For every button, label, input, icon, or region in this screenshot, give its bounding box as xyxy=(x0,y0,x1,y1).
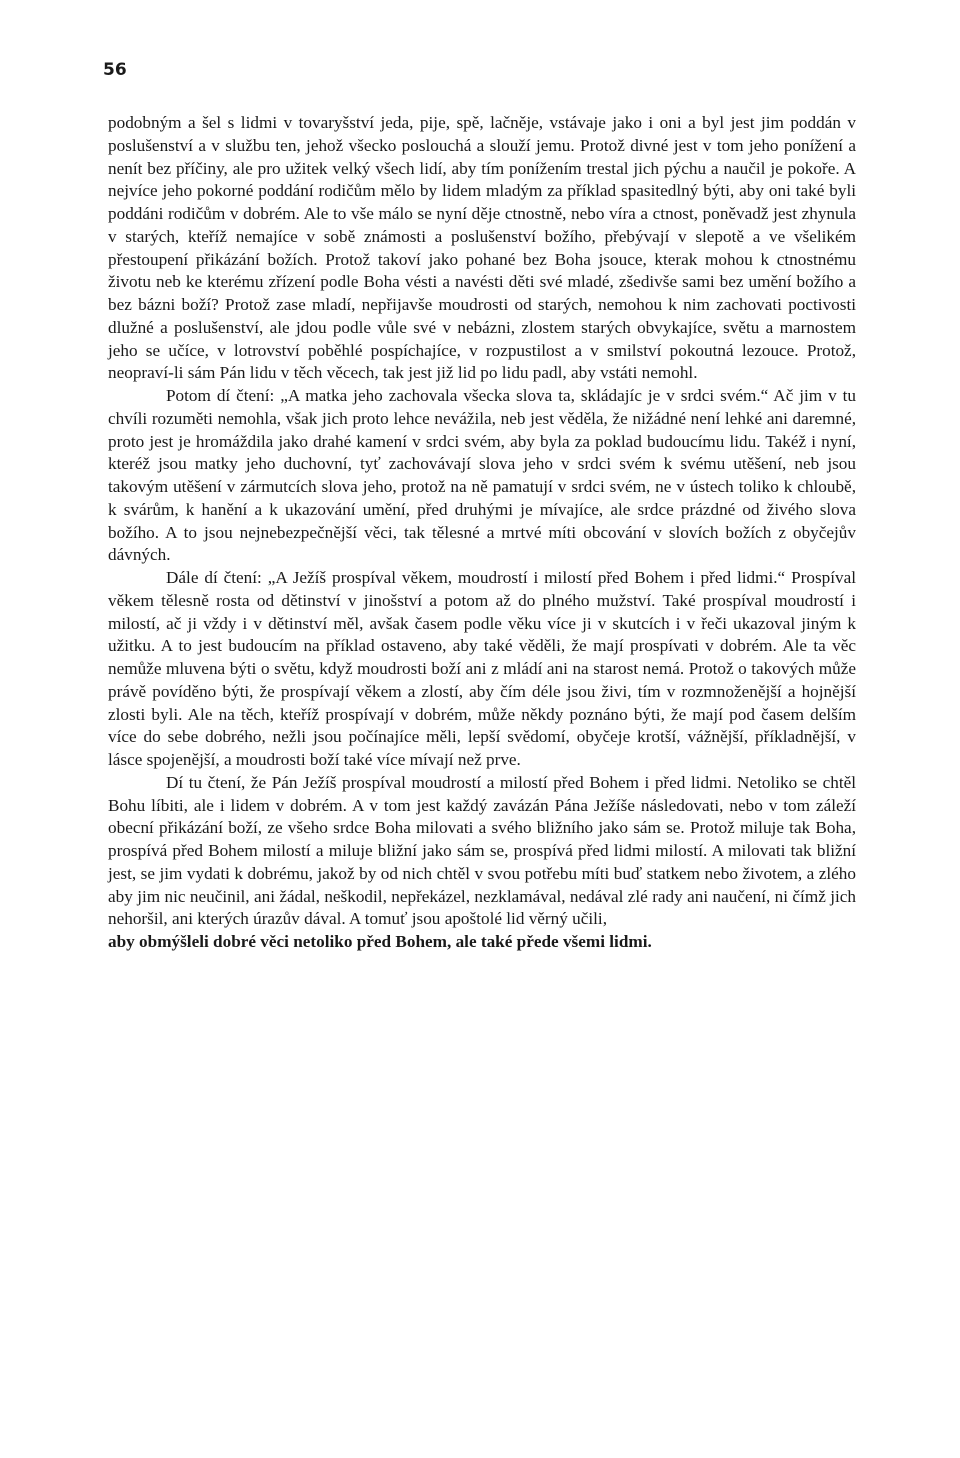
paragraph: Dále dí čtení: „A Ježíš prospíval věkem, moudrostí i milostí před Bohem i před lidmi.“ Prospíval věkem tělesně rosta od dětinství v jinošství a potom až do plného mužství. Také prospíval moudrostí i milostí, ač ji vždy i v dětinství měl, avšak časem podle věku více ji v skutcích i v řeči ukazoval jiným k užitku. A to jest budoucím na příklad ostaveno, aby také věděli, že mají prospívati v dobrém. Ale ta věc nemůže mluvena býti o světu, když moudrosti boží ani z mládí ani na starost nemá. Protož o takových může právě povíděno býti, že prospívají věkem a zlostí, aby čím déle jsou živi, tím v rozmnoženější a hojnější zlosti byli. Ale na těch, kteříž prospívají v dobrém, může někdy poznáno býti, že mají pod časem delším více do sebe dobrého, nežli jsou počínajíce měli, lepší svědomí, obyčeje krotší, vážnější, příkladnější, v lásce spojenější, a moudrosti boží také více mívají než prve. xyxy=(108,568,856,769)
paragraph-final-line: aby obmýšleli dobré věci netoliko před Bohem, ale také přede všemi lidmi. xyxy=(108,932,652,951)
paragraph: podobným a šel s lidmi v tovaryšství jeda, pije, spě, lačněje, vstávaje jako i oni a byl jest jim poddán v poslušenství a v službu ten, jehož všecko poslouchá a slouží jemu. Protož divné jest v tom jeho ponížení a nenít bez příčiny, ale pro užitek velký všech lidí, aby tím ponížením trestal jich pýchu a naučil je pokoře. A nejvíce jeho pokorné poddání rodičům mělo by lidem mladým za příklad spasitedlný býti, aby oni také byli poddáni rodičům v dobrém. Ale to vše málo se nyní děje ctnostně, nebo víra a ctnost, poněvadž jest zhynula v starých, kteříž nemajíce v sobě známosti a poslušenství božího, přebývají v slepotě a ve všelikém přestoupení přikázání božích. Protož takoví jako pohané bez Boha jsouce, kterak mohou k ctnostnému životu neb ke kterému zřízení podle Boha vésti a navésti děti své mladé, zšedivše sami bez umění božího a bez bázni boží? Protož zase mladí, nepřijavše moudrosti od starých, nemohou k nim zachovati poctivosti dlužné a poslušenství, ale jdou podle vůle své v nebázni, zlostem starých obvykajíce, světu a marnostem jeho se učíce, v lotrovství poběhlé pospíchajíce, v rozpustilost a v smilství pokoutná lezouce. Protož, neopraví-li sám Pán lidu v těch věcech, tak jest již lid po lidu padl, aby vstáti nemohl. xyxy=(108,113,856,383)
page-number: 56 xyxy=(103,60,127,80)
body-text xyxy=(108,112,856,954)
paragraph: Potom dí čtení: „A matka jeho zachovala všecka slova ta, skládajíc je v srdci svém.“ Ač jim v tu chvíli rozuměti nemohla, však jich proto lehce nevážila, neb jest věděla, že nižádné není lehké ani daremné, proto jest je hromáždila jako drahé kamení v srdci svém, aby byla za poklad budoucímu lidu. Takéž i nyní, kteréž jsou matky jeho duchovní, tyť zachovávají slova jeho v srdci svém k svému utěšení, neb jsou takovým utěšení v zármutcích slova jeho, protož na ně pamatují v srdci svém, ne v ústech toliko k chloubě, k svárům, k hanění a k ukazování umění, před druhými je mívajíce, ale srdce prázdné od živého slova božího. A to jsou nejnebezpečnější věci, tak tělesné a mrtvé míti obcování v slovích božích z obyčejův dávných. xyxy=(108,386,856,565)
paragraph: Dí tu čtení, že Pán Ježíš prospíval moudrostí a milostí před Bohem i před lidmi. Netoliko se chtěl Bohu líbiti, ale i lidem v dobrém. A v tom jest každý zavázán Pána Ježíše následovati, nebo v tom záleží obecní přikázání boží, ze všeho srdce Boha milovati a svého bližního jako sám se. Protož miluje tak Boha, prospívá před Bohem milostí a miluje bližní jako sám se, prospívá před lidmi milostí. A milovati tak bližní jest, se jim vydati k dobrému, jakož by od nich chtěl v svou potřebu míti buď statkem nebo životem, a zlého aby jim nic neučinil, ani žádal, neškodil, nepřekázel, nezklamával, nedával zlé rady ani naučení, ni čímž jich nehoršil, ani kterých úrazův dával. A tomuť jsou apoštolé lid věrný učili, xyxy=(108,772,856,929)
